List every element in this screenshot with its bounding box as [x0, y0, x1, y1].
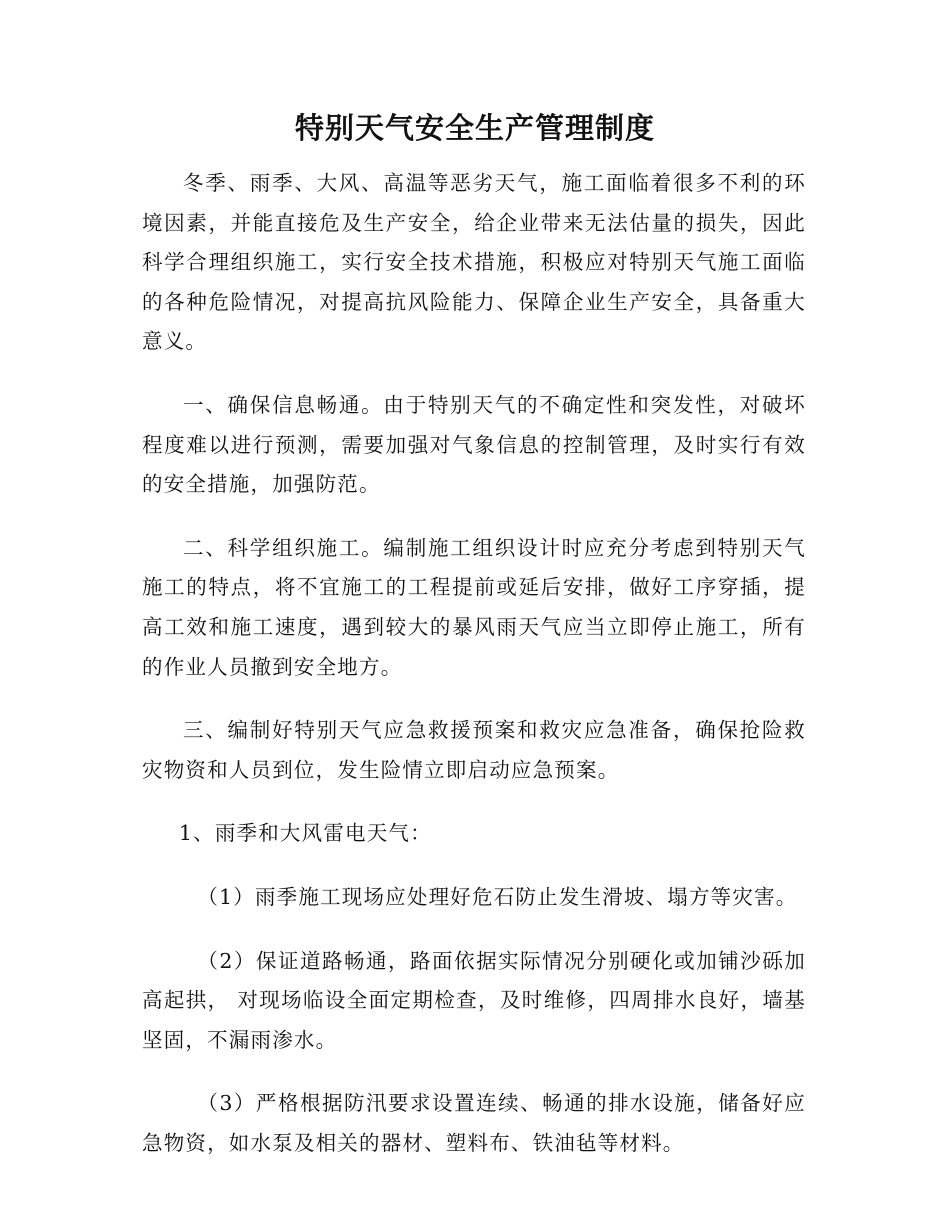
section-1-paragraph: 一、确保信息畅通。由于特别天气的不确定性和突发性，对破坏程度难以进行预测，需要加强对气象信息的控制管理，及时实行有效的安全措施，加强防范。: [142, 392, 806, 497]
item-3-paragraph: （3）严格根据防汛要求设置连续、畅通的排水设施，储备好应急物资，如水泵及相关的器材、塑料布、铁油毡等材料。: [142, 1091, 806, 1155]
document-title: 特别天气安全生产管理制度: [294, 111, 655, 145]
document-body: [142, 164, 806, 1163]
subsection-heading: 1、雨季和大风雷电天气：: [178, 821, 432, 846]
item-1-paragraph: （1）雨季施工现场应处理好危石防止发生滑坡、塌方等灾害。: [197, 884, 798, 909]
section-3-paragraph: 三、编制好特别天气应急救援预案和救灾应急准备，确保抢险救灾物资和人员到位，发生险情立即启动应急预案。: [142, 718, 806, 782]
item-2-paragraph: （2）保证道路畅通，路面依据实际情况分别硬化或加铺沙砾加高起拱， 对现场临设全面定期检查，及时维修，四周排水良好，墙基坚固，不漏雨渗水。: [142, 948, 806, 1052]
intro-paragraph: 冬季、雨季、大风、高温等恶劣天气，施工面临着很多不利的环境因素，并能直接危及生产安全，给企业带来无法估量的损失，因此科学合理组织施工，实行安全技术措施，积极应对特别天气施工面临的各种危险情况，对提高抗风险能力、保障企业生产安全，具备重大意义。: [142, 171, 806, 354]
section-2-paragraph: 二、科学组织施工。编制施工组织设计时应充分考虑到特别天气施工的特点，将不宜施工的工程提前或延后安排，做好工序穿插，提高工效和施工速度，遇到较大的暴风雨天气应当立即停止施工，所有的作业人员撤到安全地方。: [142, 535, 806, 679]
